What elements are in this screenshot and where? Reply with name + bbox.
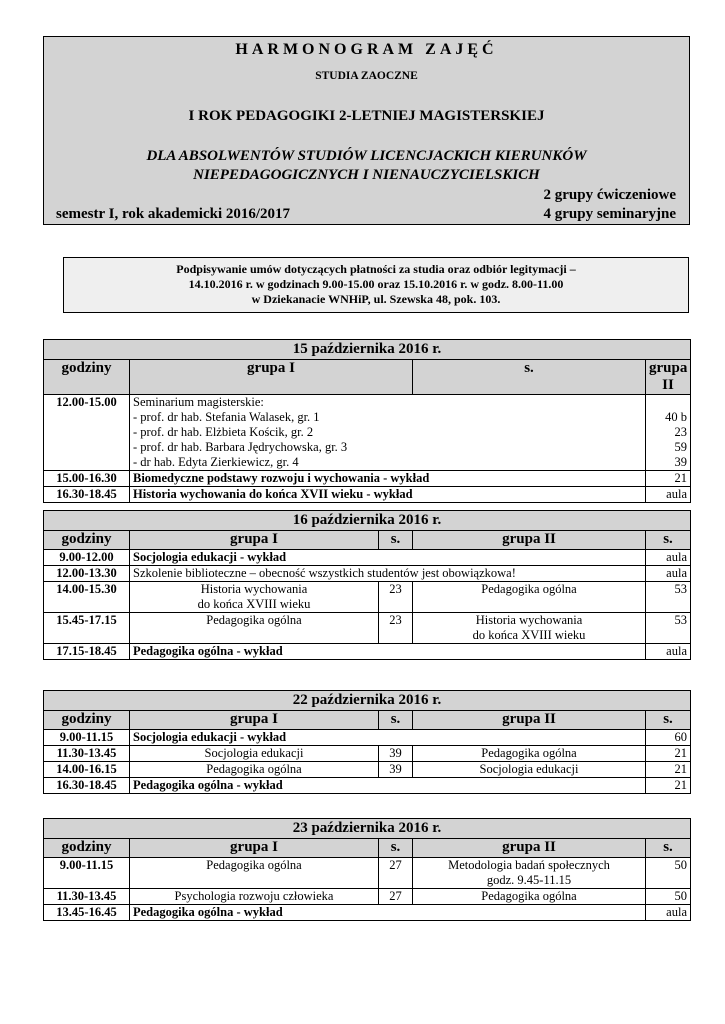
seminar-cell — [130, 395, 646, 471]
room-cell: 53 — [646, 613, 691, 644]
notice-line: w Dziekanacie WNHiP, ul. Szewska 48, pok. 103. — [251, 292, 501, 306]
time-cell: 14.00-16.15 — [44, 762, 130, 778]
class-name: Pedagogika ogólna — [206, 613, 302, 627]
room-cell: 50 — [646, 858, 691, 889]
time-cell: 14.00-15.30 — [44, 582, 130, 613]
seminar-supervisor: - dr hab. Edyta Zierkiewicz, gr. 4 — [133, 455, 299, 469]
time-cell: 17.15-18.45 — [44, 644, 130, 660]
table-row — [44, 582, 691, 613]
program-title: I ROK PEDAGOGIKI 2-LETNIEJ MAGISTERSKIEJ — [188, 108, 545, 124]
column-header-group-2: grupa II — [413, 839, 646, 858]
lecture-cell: Historia wychowania do końca XVII wieku - wykład — [130, 487, 646, 503]
room-cell — [646, 395, 691, 471]
table-row — [44, 395, 691, 471]
room-cell: 27 — [379, 858, 413, 889]
lecture-cell: Socjologia edukacji - wykład — [130, 730, 646, 746]
column-header-hours: godziny — [44, 711, 130, 730]
time-cell: 16.30-18.45 — [44, 778, 130, 794]
group-2-class — [413, 858, 646, 889]
payment-notice — [63, 257, 689, 313]
time-cell: 15.00-16.30 — [44, 471, 130, 487]
column-header-group-1: grupa I — [130, 360, 413, 395]
notice-line: 14.10.2016 r. w godzinach 9.00-15.00 oraz 15.10.2016 r. w godz. 8.00-11.00 — [188, 277, 564, 291]
class-name: do końca XVIII wieku — [472, 628, 586, 642]
group-1-class: Socjologia edukacji — [130, 746, 379, 762]
groups-seminar: 4 grupy seminaryjne — [543, 206, 676, 222]
room-cell: 23 — [379, 613, 413, 644]
group-2-class — [413, 582, 646, 613]
group-2-class: Socjologia edukacji — [413, 762, 646, 778]
day-date: 23 października 2016 r. — [44, 819, 691, 839]
room-number: 40 b — [665, 410, 687, 424]
column-header-room: s. — [646, 531, 691, 550]
lecture-cell: Socjologia edukacji - wykład — [130, 550, 646, 566]
groups-exercise: 2 grupy ćwiczeniowe — [543, 187, 676, 203]
table-row — [44, 471, 691, 487]
time-cell: 11.30-13.45 — [44, 889, 130, 905]
table-row — [44, 762, 691, 778]
time-cell: 11.30-13.45 — [44, 746, 130, 762]
room-cell: 21 — [646, 471, 691, 487]
time-cell: 16.30-18.45 — [44, 487, 130, 503]
table-row — [44, 613, 691, 644]
group-2-class: Pedagogika ogólna — [413, 889, 646, 905]
room-number: 59 — [674, 440, 687, 454]
column-header-group-1: grupa I — [130, 839, 379, 858]
group-2-class: Pedagogika ogólna — [413, 746, 646, 762]
room-cell: 39 — [379, 762, 413, 778]
room-cell: aula — [646, 566, 691, 582]
table-row — [44, 730, 691, 746]
column-header-hours: godziny — [44, 531, 130, 550]
class-name: do końca XVIII wieku — [197, 597, 311, 611]
column-header-group-2: grupa II — [413, 531, 646, 550]
column-header-group-2: grupa II — [413, 711, 646, 730]
notice-line: Podpisywanie umów dotyczących płatności za studia oraz odbiór legitymacji – — [176, 262, 576, 276]
day-date: 15 października 2016 r. — [44, 340, 691, 360]
semester-info: semestr I, rok akademicki 2016/2017 — [56, 206, 291, 222]
column-header-room: s. — [379, 531, 413, 550]
room-cell: aula — [646, 644, 691, 660]
class-name: Pedagogika ogólna — [481, 582, 577, 596]
time-cell: 9.00-11.15 — [44, 858, 130, 889]
time-cell: 9.00-12.00 — [44, 550, 130, 566]
room-cell: 39 — [379, 746, 413, 762]
class-name: Metodologia badań społecznych — [448, 858, 610, 872]
column-header-hours: godziny — [44, 839, 130, 858]
table-row — [44, 746, 691, 762]
column-header-room: s. — [413, 360, 646, 395]
seminar-supervisor: - prof. dr hab. Elżbieta Kościk, gr. 2 — [133, 425, 314, 439]
group-1-class — [130, 613, 379, 644]
group-1-class: Pedagogika ogólna — [130, 858, 379, 889]
room-number: 23 — [674, 425, 687, 439]
room-cell: 23 — [379, 582, 413, 613]
target-line-1: DLA ABSOLWENTÓW STUDIÓW LICENCJACKICH KIERUNKÓW — [146, 148, 587, 164]
time-cell: 9.00-11.15 — [44, 730, 130, 746]
table-row — [44, 644, 691, 660]
table-row — [44, 550, 691, 566]
schedule-table-day-1 — [43, 339, 691, 503]
room-cell: aula — [646, 905, 691, 921]
time-cell: 12.00-13.30 — [44, 566, 130, 582]
page-subtitle: STUDIA ZAOCZNE — [315, 70, 418, 82]
room-cell: aula — [646, 550, 691, 566]
group-2-class — [413, 613, 646, 644]
room-cell: 50 — [646, 889, 691, 905]
schedule-table-day-4 — [43, 818, 691, 921]
room-cell: 53 — [646, 582, 691, 613]
lecture-cell: Pedagogika ogólna - wykład — [130, 644, 646, 660]
class-name: Historia wychowania — [200, 582, 308, 596]
table-row — [44, 566, 691, 582]
time-cell: 12.00-15.00 — [44, 395, 130, 471]
lecture-cell: Biomedyczne podstawy rozwoju i wychowania - wykład — [130, 471, 646, 487]
room-cell: 60 — [646, 730, 691, 746]
column-header-room: s. — [646, 839, 691, 858]
room-cell: aula — [646, 487, 691, 503]
lecture-cell: Pedagogika ogólna - wykład — [130, 905, 646, 921]
time-cell: 15.45-17.15 — [44, 613, 130, 644]
column-header-room: s. — [646, 711, 691, 730]
table-row — [44, 858, 691, 889]
schedule-table-day-3 — [43, 690, 691, 794]
schedule-table-day-2 — [43, 510, 691, 660]
column-header-group-2: grupa II — [646, 360, 691, 395]
day-date: 22 października 2016 r. — [44, 691, 691, 711]
column-header-group-1: grupa I — [130, 711, 379, 730]
table-row — [44, 778, 691, 794]
column-header-hours: godziny — [44, 360, 130, 395]
room-number: 39 — [674, 455, 687, 469]
time-cell: 13.45-16.45 — [44, 905, 130, 921]
group-1-class: Psychologia rozwoju człowieka — [130, 889, 379, 905]
seminar-title: Seminarium magisterskie: — [133, 395, 264, 409]
group-1-class — [130, 582, 379, 613]
room-cell: 21 — [646, 778, 691, 794]
column-header-group-1: grupa I — [130, 531, 379, 550]
lecture-cell: Pedagogika ogólna - wykład — [130, 778, 646, 794]
group-1-class: Pedagogika ogólna — [130, 762, 379, 778]
target-line-2: NIEPEDAGOGICZNYCH I NIENAUCZYCIELSKICH — [193, 167, 540, 183]
seminar-supervisor: - prof. dr hab. Stefania Walasek, gr. 1 — [133, 410, 320, 424]
table-row — [44, 905, 691, 921]
table-row — [44, 487, 691, 503]
notice-cell: Szkolenie biblioteczne – obecność wszystkich studentów jest obowiązkowa! — [130, 566, 646, 582]
header-box — [43, 36, 690, 225]
column-header-room: s. — [379, 711, 413, 730]
seminar-supervisor: - prof. dr hab. Barbara Jędrychowska, gr. 3 — [133, 440, 348, 454]
class-name: Historia wychowania — [475, 613, 583, 627]
day-date: 16 października 2016 r. — [44, 511, 691, 531]
room-cell: 21 — [646, 762, 691, 778]
class-time-note: godz. 9.45-11.15 — [486, 873, 572, 887]
table-row — [44, 889, 691, 905]
room-cell: 21 — [646, 746, 691, 762]
column-header-room: s. — [379, 839, 413, 858]
room-cell: 27 — [379, 889, 413, 905]
page-title: HARMONOGRAM ZAJĘĆ — [235, 41, 498, 58]
